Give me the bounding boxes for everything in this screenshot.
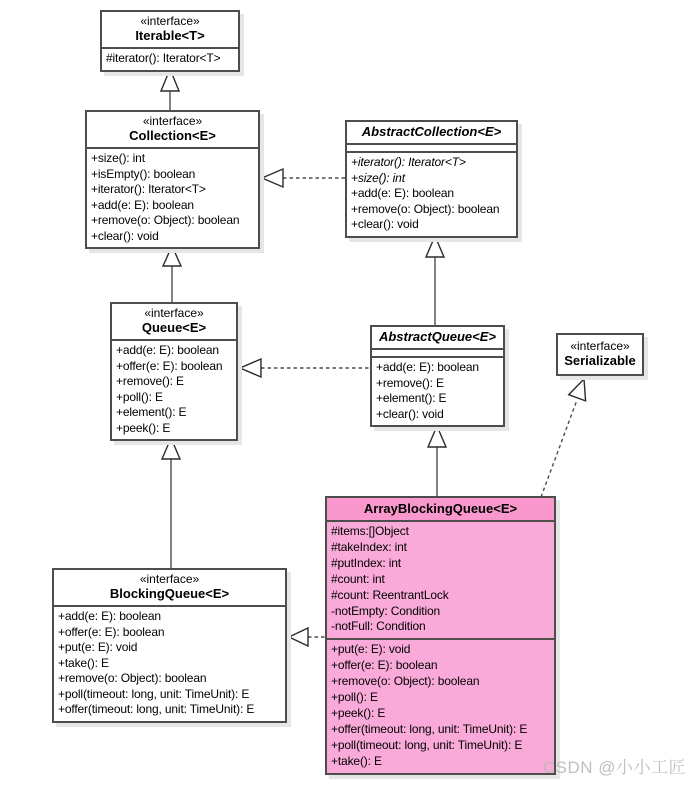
realization-arrayblockingqueue-to-blockingqueue [289,628,326,646]
method: +offer(e: E): boolean [331,658,438,673]
class-name: Iterable<T> [135,28,205,43]
method: #iterator(): Iterator<T> [106,51,221,65]
method: +remove(): E [376,375,444,390]
class-title [372,327,503,348]
method: +offer(e: E): boolean [58,624,165,639]
generalization-abstractqueue-to-abstractcollection [426,236,444,328]
generalization-arrayblockingqueue-to-abstractqueue [428,426,446,498]
methods-compartment [54,605,285,721]
method: +offer(timeout: long, unit: TimeUnit): E [58,702,255,716]
class-name: AbstractCollection<E> [361,124,502,139]
realization-abstractcollection-to-collection [262,169,348,187]
attributes-compartment [327,520,554,638]
method: +size(): int [351,170,405,185]
attributes-compartment [347,143,516,151]
class-abstract-collection [345,120,518,238]
stereotype-label: «interface» [144,306,204,320]
method: +clear(): void [351,217,419,231]
class-abstract-queue [370,325,505,427]
class-name: AbstractQueue<E> [378,329,497,344]
method: +offer(timeout: long, unit: TimeUnit): E [331,721,528,736]
method: +poll(): E [331,690,378,705]
class-serializable [556,333,644,376]
method: +peek(): E [331,705,386,720]
class-title [347,122,516,143]
method: +add(e: E): boolean [58,609,161,623]
class-queue [110,302,238,441]
class-name: Collection<E> [129,128,216,143]
methods-compartment [87,147,258,247]
attribute: #takeIndex: int [331,539,407,554]
class-title [327,498,554,520]
methods-compartment [102,47,238,70]
class-collection [85,110,260,249]
attribute: -notEmpty: Condition [331,603,441,618]
attribute: #putIndex: int [331,555,401,570]
class-title [54,570,285,605]
generalization-blockingqueue-to-queue [162,438,180,570]
method: +size(): int [91,151,145,165]
methods-compartment [347,151,516,236]
method: +poll(timeout: long, unit: TimeUnit): E [58,686,250,701]
class-array-blocking-queue [325,496,556,775]
attributes-compartment [372,348,503,356]
class-name: BlockingQueue<E> [109,586,230,601]
class-title [87,112,258,147]
method: +element(): E [376,391,447,405]
method: +offer(e: E): boolean [116,358,223,373]
stereotype-label: «interface» [142,114,203,128]
method: +add(e: E): boolean [351,186,454,200]
method: +add(e: E): boolean [91,197,194,212]
realization-arrayblockingqueue-to-serializable [541,379,586,497]
method: +poll(timeout: long, unit: TimeUnit): E [331,737,523,752]
method: +clear(): void [376,406,444,421]
method: +clear(): void [91,228,159,243]
class-name: Serializable [564,353,636,368]
class-name: Queue<E> [141,320,207,335]
watermark-text: CSDN @小小工匠 [542,758,686,777]
attribute: #count: int [331,571,385,586]
method: +iterator(): Iterator<T> [351,155,466,169]
method: +iterator(): Iterator<T> [91,182,206,196]
method: +element(): E [116,405,187,419]
methods-compartment [327,638,554,772]
class-name: ArrayBlockingQueue<E> [363,501,518,516]
method: +poll(): E [116,389,163,404]
method: +add(e: E): boolean [376,360,479,374]
method: +put(e: E): void [331,642,411,657]
method: +peek(): E [116,420,171,435]
methods-compartment [112,339,236,439]
method: +remove(o: Object): boolean [58,671,207,685]
attribute: -notFull: Condition [331,619,426,634]
class-iterable [100,10,240,72]
generalization-queue-to-collection [163,246,181,307]
class-title [558,335,642,374]
method: +remove(o: Object): boolean [331,674,480,689]
method: +isEmpty(): boolean [91,166,196,181]
method: +remove(o: Object): boolean [91,213,240,227]
class-title [102,12,238,47]
attribute: #items:[]Object [331,524,409,538]
stereotype-label: «interface» [140,14,200,28]
methods-compartment [372,356,503,425]
method: +add(e: E): boolean [116,343,219,357]
attribute: #count: ReentrantLock [331,587,449,602]
class-blocking-queue [52,568,287,723]
generalization-collection-to-iterable [161,69,179,116]
method: +remove(): E [116,374,184,388]
method: +take(): E [58,655,109,670]
method: +remove(o: Object): boolean [351,201,500,216]
method: +take(): E [331,753,382,768]
stereotype-label: «interface» [570,339,630,353]
realization-abstractqueue-to-queue [240,359,372,377]
class-title [112,304,236,339]
method: +put(e: E): void [58,640,138,654]
stereotype-label: «interface» [139,572,200,586]
